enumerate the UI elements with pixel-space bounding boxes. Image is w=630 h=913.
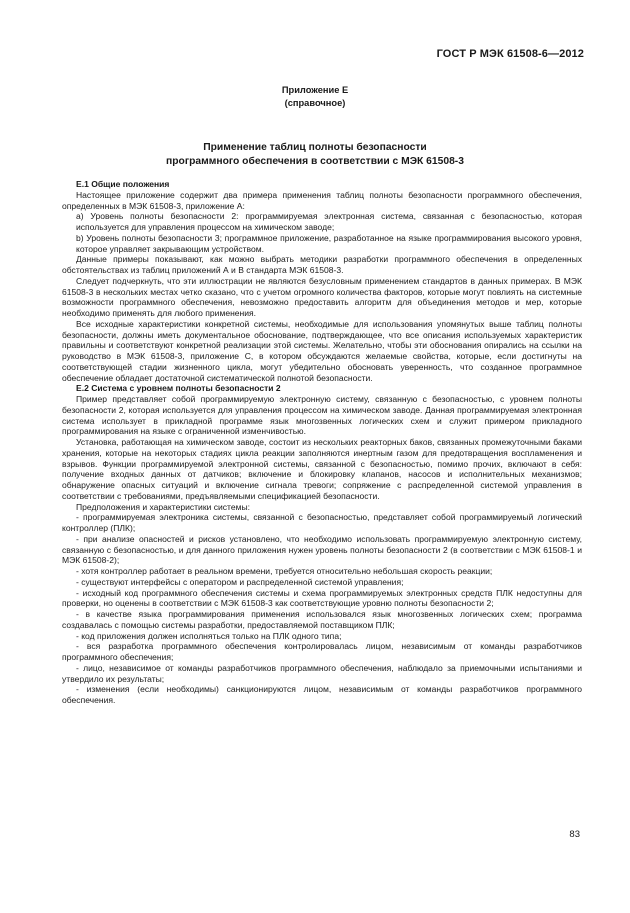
paragraph: Пример представляет собой программируемую электронную систему, связанную с безопасностью, с уровнем полноты безопасности 2, которая используется для управления процессом на химическом заводе. Данная программируемая электронная система использует в прикладной программе язык многозвенных логических схем и служит примером прикладного программирования на языке с ограниченной изменчивостью.: [62, 394, 582, 437]
bullet-item: - лицо, независимое от команды разработчиков программного обеспечения, наблюдало за приемочными испытаниями и утвердило их результаты;: [62, 662, 582, 684]
bullet-item: - исходный код программного обеспечения системы и схема программируемых электронных средств ПЛК недоступны для проверки, но оценены в соответствии с МЭК 61508-3 как соответствующие уровню полноты безопасности 2;: [62, 587, 582, 609]
paragraph: Данные примеры показывают, как можно выбрать методики разработки программного обеспечения в определенных обстоятельствах из таблиц приложений А и В стандарта МЭК 61508-3.: [62, 254, 582, 275]
page-number: 83: [569, 829, 580, 840]
paragraph: Установка, работающая на химическом заводе, состоит из нескольких реакторных баков, связанных промежуточными баками хранения, которые на некоторых стадиях цикла реакции заполняются инертным газом для предотвращения воспламенения и взрывов. Функции программируемой электронной системы, связанной с безопасностью, помимо прочих, включают в себя: получение входных данных от датчиков; включение и блокировку клапанов, насосов и исполнительных механизмов; обнаружение опасных ситуаций и включение сигнала тревоги; сопряжение с распределенной системой управления в соответствии с требованиями, предъявляемыми спецификацией безопасности.: [62, 437, 582, 501]
document-header: ГОСТ Р МЭК 61508-6—2012: [436, 48, 584, 60]
page-title-line-2: программного обеспечения в соответствии с МЭК 61508-3: [166, 156, 464, 167]
paragraph: Настоящее приложение содержит два примера применения таблиц полноты безопасности программного обеспечения, определенных в МЭК 61508-3, приложение А:: [62, 189, 582, 211]
annex-title: Приложение Е: [281, 85, 349, 95]
section-heading-e2: Е.2 Система с уровнем полноты безопасности 2: [76, 383, 281, 394]
page-title-line-1: Применение таблиц полноты безопасности: [203, 142, 427, 153]
bullet-item: - в качестве языка программирования применения использовался язык многозвенных логических схем; программа создавалась с помощью системы разработки, предоставляемой поставщиком ПЛК;: [62, 609, 582, 630]
annex-block: [0, 84, 630, 109]
bullet-item: - существуют интерфейсы с оператором и распределенной системой управления;: [76, 576, 404, 587]
page-title: [0, 141, 630, 169]
paragraph: Все исходные характеристики конкретной системы, необходимые для использования упомянутых выше таблиц полноты безопасности, должны иметь документальное обоснование, подтверждающее, что все описания используемых характеристик правильны и соответствуют конкретной реализации этой системы. Желательно, чтобы эти обоснования опирались на ссылки на руководство в МЭК 61508-3, приложение С, в котором обсуждаются желаемые свойства, которые, если достигнуты на соответствующей стадии жизненного цикла, могут убедительно обосновать уверенность, что созданное программное обеспечение обладает достаточной систематической полнотой безопасности.: [62, 318, 582, 383]
bullet-item: - хотя контроллер работает в реальном времени, требуется относительно небольшая скорость реакции;: [76, 566, 493, 576]
list-item-b: b) Уровень полноты безопасности 3; программное приложение, разработанное на языке программирования высокого уровня, которое управляет закрывающим устройством.: [76, 232, 582, 254]
section-heading-e1: Е.1 Общие положения: [76, 179, 170, 189]
bullet-item: - код приложения должен исполняться только на ПЛК одного типа;: [76, 630, 342, 641]
document-body: [62, 179, 582, 706]
bullet-item: - изменения (если необходимы) санкционируются лицом, независимым от команды разработчиков программного обеспечения.: [62, 684, 582, 705]
bullet-item: - при анализе опасностей и рисков установлено, что необходимо использовать программируемую электронную систему, связанную с безопасностью, и для данного приложения нужен уровень полноты безопасности 2 (в соответствии с МЭК 61508-1 и МЭК 61508-2);: [62, 533, 582, 566]
paragraph: Следует подчеркнуть, что эти иллюстрации не являются безусловным применением стандартов в данных примерах. В МЭК 61508-3 в нескольких местах четко сказано, что с учетом огромного количества факторов, которые могут повлиять на системные возможности программного обеспечения, невозможно предоставить алгоритм для объединения методов и мер, которые необходимо применять для любого применения.: [62, 275, 582, 318]
bullet-item: - вся разработка программного обеспечения контролировалась лицом, независимым от команды разработчиков программного обеспечения;: [62, 641, 582, 662]
annex-kind: (справочное): [284, 97, 346, 108]
list-item-a: а) Уровень полноты безопасности 2: программируемая электронная система, связанная с безопасностью, которая используется для управления процессом на химическом заводе;: [76, 211, 582, 232]
paragraph: Предположения и характеристики системы:: [76, 501, 251, 512]
bullet-item: - программируемая электроника системы, связанной с безопасностью, представляет собой программируемый логический контроллер (ПЛК);: [62, 512, 582, 533]
